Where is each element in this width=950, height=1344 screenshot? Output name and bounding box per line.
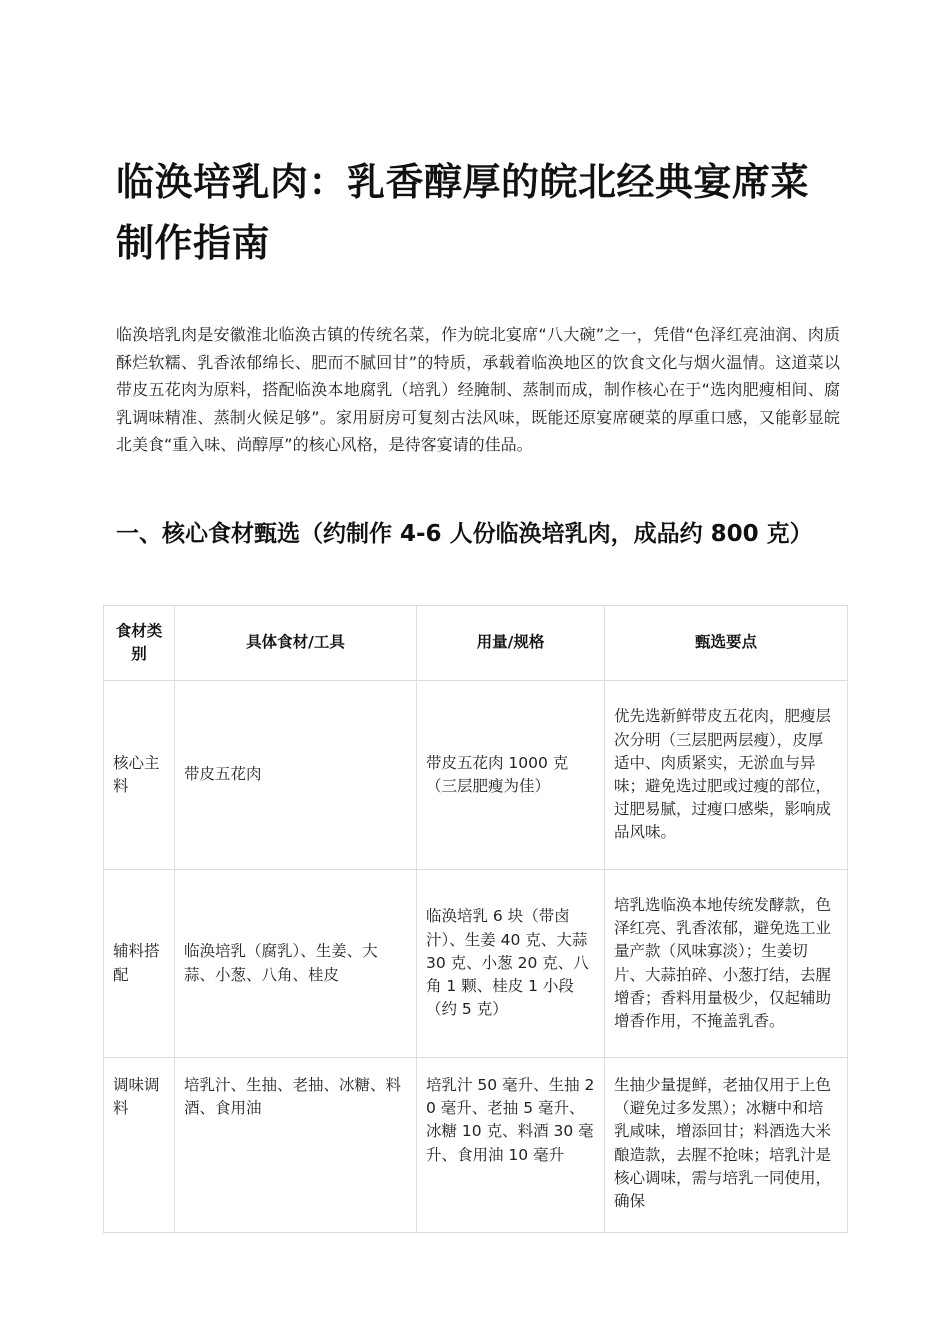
- column-header-amount: 用量/规格: [417, 606, 605, 681]
- table-row: [104, 1058, 848, 1233]
- table-row: [104, 681, 848, 870]
- cell-category: 核心主料: [104, 681, 175, 870]
- cell-amount: [417, 1058, 605, 1233]
- table-row: [104, 870, 848, 1058]
- cell-items-text: 培乳汁、生抽、老抽、冰糖、料酒、食用油: [184, 1076, 402, 1118]
- cell-category: [104, 1058, 175, 1233]
- cell-notes: [605, 1058, 848, 1233]
- cell-amount: 临涣培乳 6 块（带卤汁）、生姜 40 克、大蒜 30 克、小葱 20 克、八角 1 颗、桂皮 1 小段（约 5 克）: [417, 870, 605, 1058]
- cell-amount-text: 培乳汁 50 毫升、生抽 20 毫升、老抽 5 毫升、冰糖 10 克、料酒 30 毫升、食用油 10 毫升: [426, 1076, 595, 1164]
- page-title: 临涣培乳肉：乳香醇厚的皖北经典宴席菜制作指南: [116, 160, 810, 265]
- cell-category: 辅料搭配: [104, 870, 175, 1058]
- intro-paragraph: 临涣培乳肉是安徽淮北临涣古镇的传统名菜，作为皖北宴席“八大碗”之一，凭借“色泽红亮油润、肉质酥烂软糯、乳香浓郁绵长、肥而不腻回甘”的特质，承载着临涣地区的饮食文化与烟火温情。这道菜以带皮五花肉为原料，搭配临涣本地腐乳（培乳）经腌制、蒸制而成，制作核心在于“选肉肥瘦相间、腐乳调味精准、蒸制火候足够”。家用厨房可复刻古法风味，既能还原宴席硬菜的厚重口感，又能彰显皖北美食“重入味、尚醇厚”的核心风格，是待客宴请的佳品。: [116, 325, 840, 454]
- cell-notes: 培乳选临涣本地传统发酵款，色泽红亮、乳香浓郁，避免选工业量产款（风味寡淡）；生姜切片、大蒜拍碎、小葱打结，去腥增香；香料用量极少，仅起辅助增香作用，不掩盖乳香。: [605, 870, 848, 1058]
- column-header-notes: 甄选要点: [605, 606, 848, 681]
- ingredients-table: [103, 605, 848, 1233]
- column-header-category: 食材类别: [104, 606, 175, 681]
- cell-amount: 带皮五花肉 1000 克（三层肥瘦为佳）: [417, 681, 605, 870]
- cell-items: 带皮五花肉: [175, 681, 417, 870]
- table-header-row: [104, 606, 848, 681]
- cell-category-text: 调味调料: [113, 1076, 160, 1118]
- cell-items: [175, 1058, 417, 1233]
- section-heading-ingredients: 一、核心食材甄选（约制作 4-6 人份临涣培乳肉，成品约 800 克）: [116, 521, 813, 547]
- cell-items: 临涣培乳（腐乳）、生姜、大蒜、小葱、八角、桂皮: [175, 870, 417, 1058]
- cell-notes: 优先选新鲜带皮五花肉，肥瘦层次分明（三层肥两层瘦），皮厚适中、肉质紧实，无淤血与异味；避免选过肥或过瘦的部位，过肥易腻，过瘦口感柴，影响成品风味。: [605, 681, 848, 870]
- column-header-items: 具体食材/工具: [175, 606, 417, 681]
- cell-notes-text: 生抽少量提鲜，老抽仅用于上色（避免过多发黑）；冰糖中和培乳咸味，增添回甘；料酒选大米酿造款，去腥不抢味；培乳汁是核心调味，需与培乳一同使用，确保: [614, 1076, 832, 1211]
